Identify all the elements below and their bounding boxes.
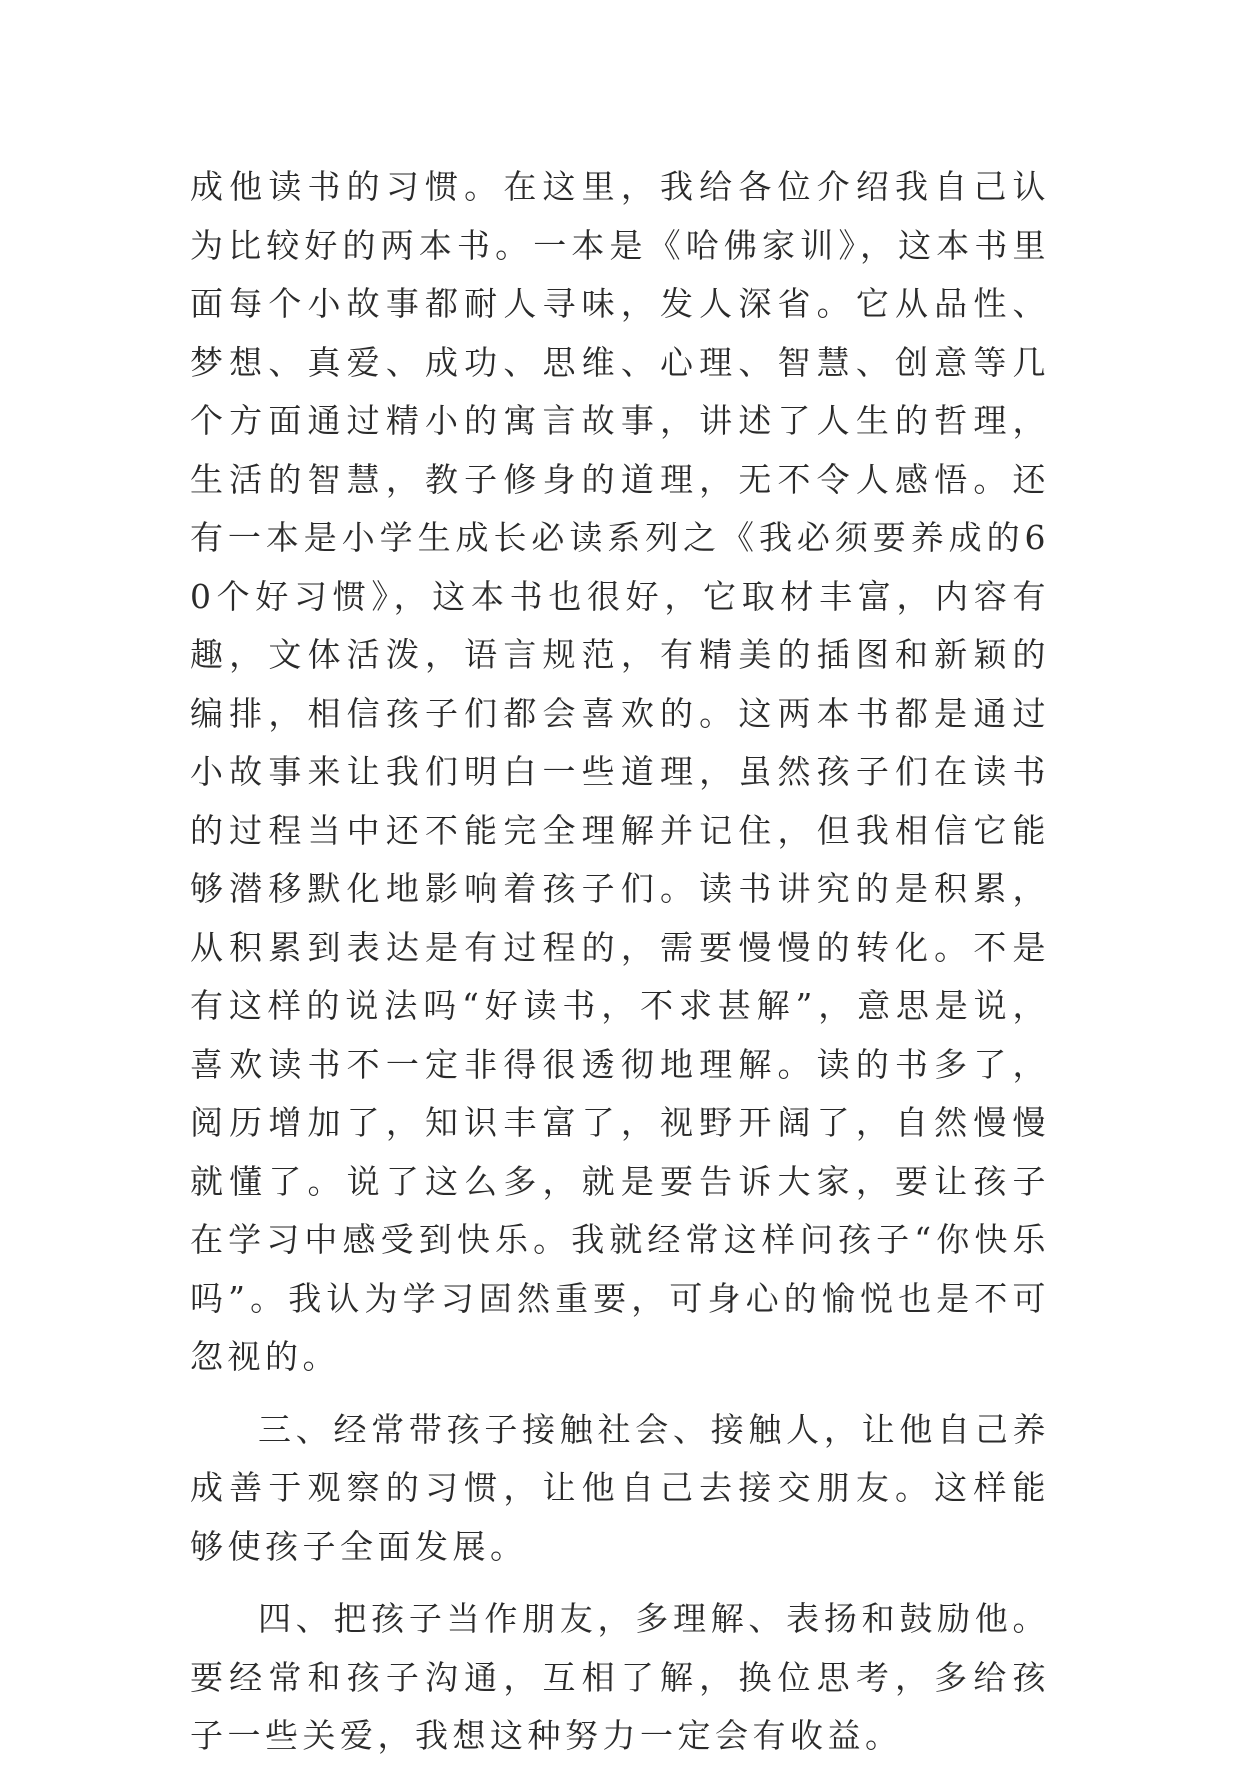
paragraph-point-three: 三、经常带孩子接触社会、接触人，让他自己养成善于观察的习惯，让他自己去接交朋友。这样能够使孩子全面发展。 <box>190 1409 1050 1566</box>
paragraph-point-four: 四、把孩子当作朋友，多理解、表扬和鼓励他。 要经常和孩子沟通，互相了解，换位思考，多给孩子一些关爱，我想这种努力一定会有收益。 <box>190 1599 1050 1755</box>
body-text <box>190 158 1050 1766</box>
paragraph-reading-habit: 成他读书的习惯。在这里，我给各位介绍我自己认为比较好的两本书。一本是《哈佛家训》，这本书里面每个小故事都耐人寻味，发人深省。它从品性、梦想、真爱、成功、思维、心理、智慧、创意等几个方面通过精小的寓言故事，讲述了人生的哲理，生活的智慧，教子修身的道理，无不令人感悟。还有一本是小学生成长必读系列之《我必须要养成的60个好习惯》，这本书也很好，它取材丰富，内容有趣，文体活泼，语言规范，有精美的插图和新颖的编排，相信孩子们都会喜欢的。这两本书都是通过小故事来让我们明白一些道理，虽然孩子们在读书的过程当中还不能完全理解并记住，但我相信它能够潜移默化地影响着孩子们。读书讲究的是积累，从积累到表达是有过程的，需要慢慢的转化。不是有这样的说法吗“好读书，不求甚解”，意思是说，喜欢读书不一定非得很透彻地理解。读的书多了，阅历增加了，知识丰富了，视野开阔了，自然慢慢就懂了。说了这么多，就是要告诉大家，要让孩子在学习中感受到快乐。我就经常这样问孩子“你快乐吗”。我认为学习固然重要，可身心的愉悦也是不可忽视的。 <box>190 167 1050 1376</box>
